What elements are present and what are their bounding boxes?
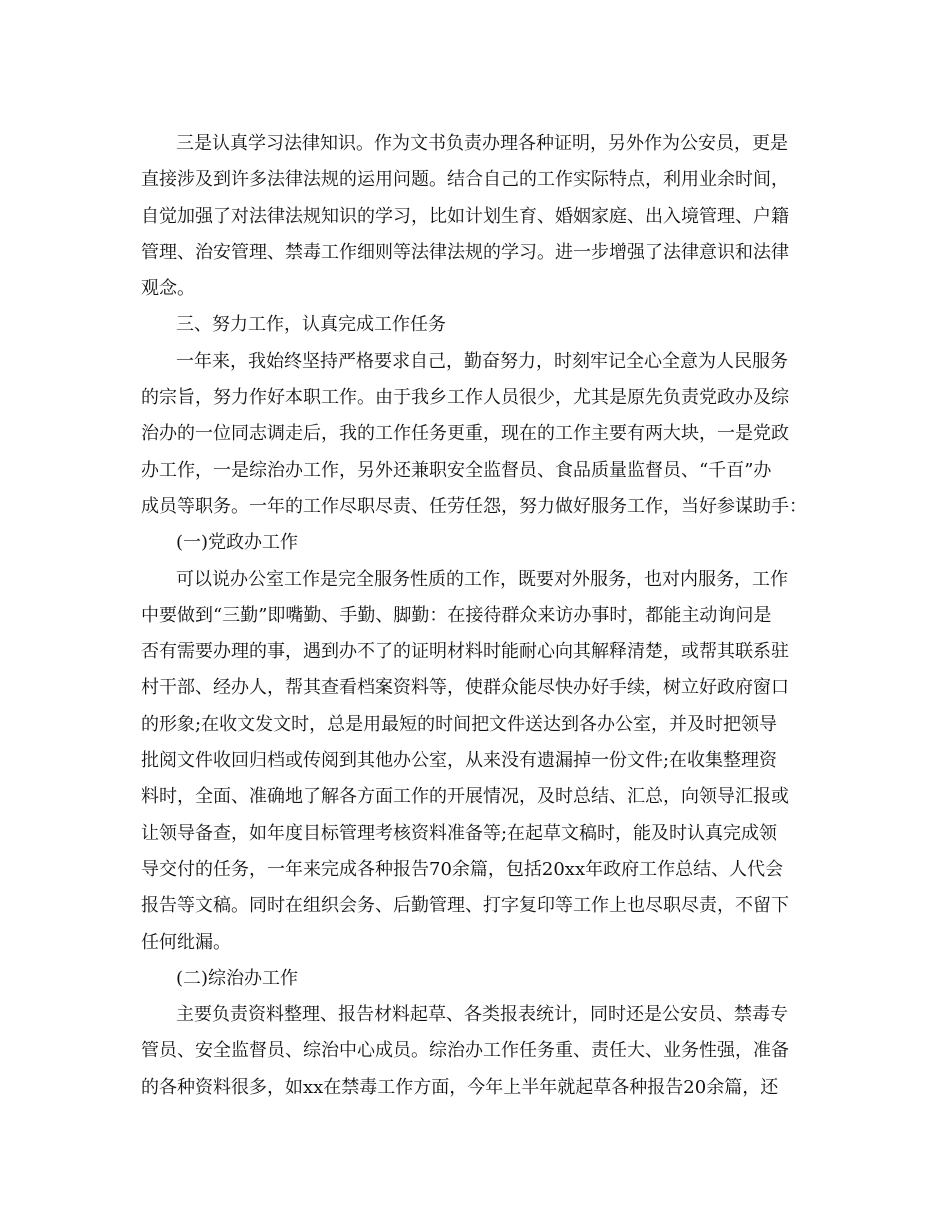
text-line: 观念。	[141, 278, 195, 300]
text-line: 成员等职务。一年的工作尽职尽责、任劳任怨，努力做好服务工作，当好参谋助手：	[141, 495, 807, 517]
text-line: (一)党政办工作	[176, 532, 299, 554]
text-line: 一年来，我始终坚持严格要求自己，勤奋努力，时刻牢记全心全意为人民服务	[176, 350, 788, 372]
text-line: 自觉加强了对法律法规知识的学习，比如计划生育、婚姻家庭、出入境管理、户籍	[141, 205, 789, 227]
text-line: 的形象;在收文发文时，总是用最短的时间把文件送达到各办公室，并及时把领导	[141, 713, 778, 735]
text-line: 办工作，一是综治办工作，另外还兼职安全监督员、食品质量监督员、“千百”办	[141, 459, 772, 481]
text-line: 中要做到“三勤”即嘴勤、手勤、脚勤：在接待群众来访办事时，都能主动询问是	[141, 604, 772, 626]
text-line: 任何纰漏。	[141, 931, 231, 953]
text-line: 管员、安全监督员、综治中心成员。综治办工作任务重、责任大、业务性强，准备	[141, 1040, 789, 1062]
text-line: 直接涉及到许多法律法规的运用问题。结合自己的工作实际特点，利用业余时间，	[141, 169, 789, 191]
text-line: 治办的一位同志调走后，我的工作任务更重，现在的工作主要有两大块，一是党政	[141, 423, 789, 445]
text-line: (二)综治办工作	[176, 967, 299, 989]
text-line: 管理、治安管理、禁毒工作细则等法律法规的学习。进一步增强了法律意识和法律	[141, 241, 789, 263]
text-line: 让领导备查，如年度目标管理考核资料准备等;在起草文稿时，能及时认真完成领	[141, 822, 778, 844]
text-line: 的宗旨，努力作好本职工作。由于我乡工作人员很少，尤其是原先负责党政办及综	[141, 387, 789, 409]
text-line: 三、努力工作，认真完成工作任务	[176, 314, 446, 336]
text-line: 否有需要办理的事，遇到办不了的证明材料时能耐心向其解释清楚，或帮其联系驻	[141, 641, 789, 663]
text-line: 可以说办公室工作是完全服务性质的工作，既要对外服务，也对内服务，工作	[176, 568, 788, 590]
text-line: 三是认真学习法律知识。作为文书负责办理各种证明，另外作为公安员，更是	[176, 133, 788, 154]
text-line: 的各种资料很多，如xx在禁毒工作方面，今年上半年就起草各种报告20余篇，还	[141, 1076, 779, 1098]
text-line: 导交付的任务，一年来完成各种报告70余篇，包括20xx年政府工作总结、人代会	[141, 858, 784, 880]
text-line: 主要负责资料整理、报告材料起草、各类报表统计，同时还是公安员、禁毒专	[176, 1004, 788, 1026]
document-body	[141, 126, 821, 1106]
text-line: 村干部、经办人，帮其查看档案资料等，使群众能尽快办好手续，树立好政府窗口	[141, 677, 789, 699]
text-line: 批阅文件收回归档或传阅到其他办公室，从来没有遗漏掉一份文件;在收集整理资	[141, 750, 778, 772]
text-line: 报告等文稿。同时在组织会务、后勤管理、打字复印等工作上也尽职尽责，不留下	[141, 895, 789, 917]
text-line: 料时，全面、准确地了解各方面工作的开展情况，及时总结、汇总，向领导汇报或	[141, 786, 789, 808]
